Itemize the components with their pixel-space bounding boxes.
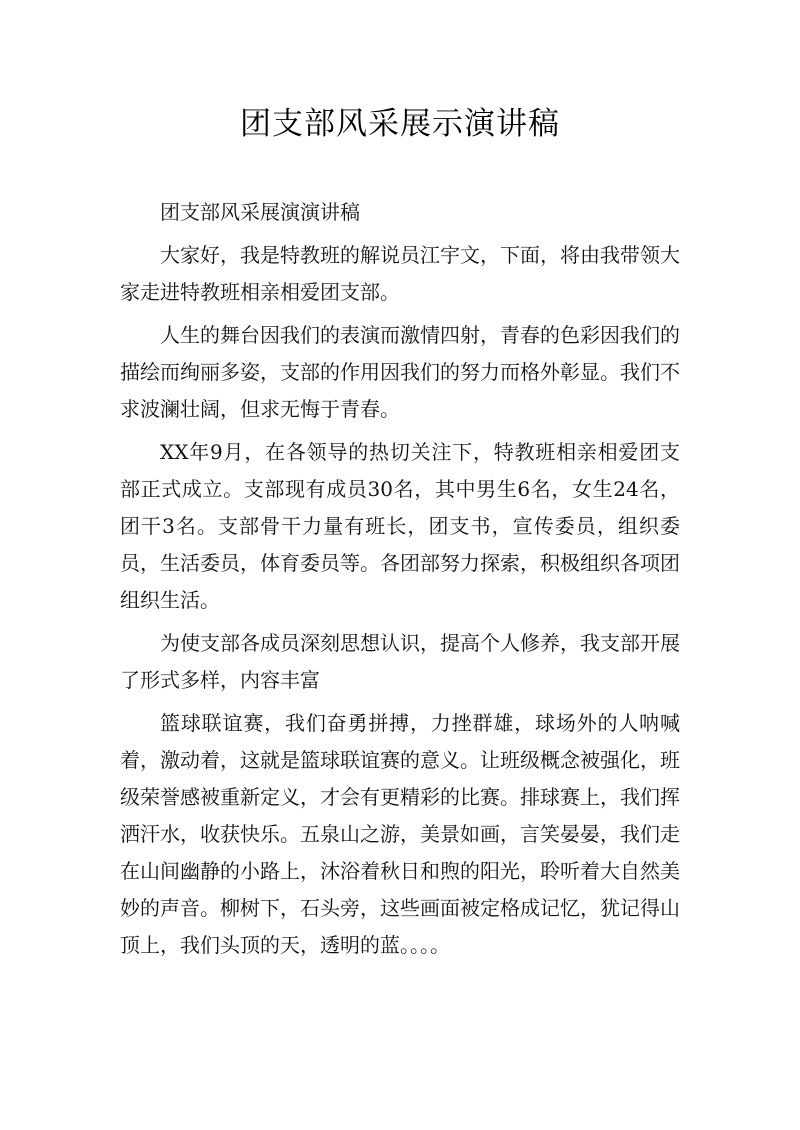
paragraph-intro: 大家好，我是特教班的解说员江宇文，下面，将由我带领大家走进特教班相亲相爱团支部。 [120, 243, 680, 304]
document-title: 团支部风采展示演讲稿 [240, 106, 560, 142]
paragraph-activities-intro: 为使支部各成员深刻思想认识，提高个人修养，我支部开展了形式多样，内容丰富 [120, 631, 680, 692]
paragraph-activities: 篮球联谊赛，我们奋勇拼搏，力挫群雄，球场外的人呐喊着，激动着，这就是篮球联谊赛的意义。让班级概念被强化，班级荣誉感被重新定义，才会有更精彩的比赛。排球赛上，我们挥洒汗水，收获快乐。五泉山之游，美景如画，言笑晏晏，我们走在山间幽静的小路上，沐浴着秋日和煦的阳光，聆听着大自然美妙的声音。柳树下，石头旁，这些画面被定格成记忆，犹记得山顶上，我们头顶的天，透明的蓝。。。。 [120, 711, 680, 957]
paragraph-stage: 人生的舞台因我们的表演而激情四射，青春的色彩因我们的描绘而绚丽多姿，支部的作用因我们的努力而格外彰显。我们不求波澜壮阔，但求无悔于青春。 [120, 323, 680, 421]
paragraph-founding: XX年9月，在各领导的热切关注下，特教班相亲相爱团支部正式成立。支部现有成员30名，其中男生6名，女生24名，团干3名。支部骨干力量有班长，团支书，宣传委员，组织委员，生活委员，体育委员等。各团部努力探索，积极组织各项团组织生活。 [120, 440, 680, 612]
paragraph-heading: 团支部风采展演演讲稿 [160, 200, 360, 224]
document-body [120, 194, 680, 970]
